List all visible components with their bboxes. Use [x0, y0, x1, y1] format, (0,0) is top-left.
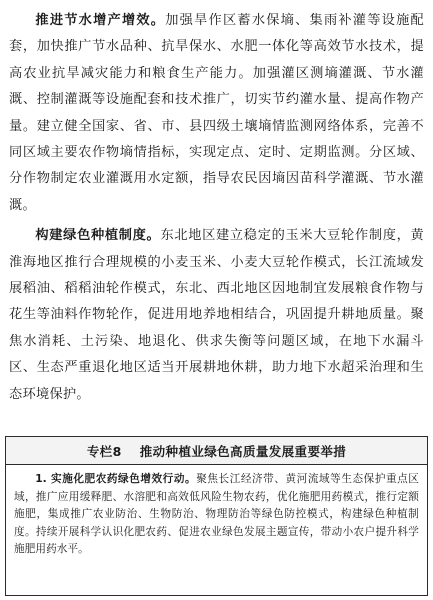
- feature-box-item: [14, 471, 419, 559]
- paragraph-text: 加强旱作区蓄水保墒、集雨补灌等设施配套，加快推广节水品种、抗旱保水、水肥一体化等高效节水技术，提高农业抗旱减灾能力和粮食生产能力。加强灌区测墒灌溉、节水灌溉、控制灌溉等设施配套和技术推广，切实节约灌水量、提高作物产量。建立健全国家、省、市、县四级土壤墒情监测网络体系，完善不同区域主要农作物墒情指标，实现定点、定时、定期监测。分区域、分作物制定农业灌溉用水定额，指导农民因墒因苗科学灌溉、节水灌溉。: [9, 13, 425, 213]
- paragraph-lead: 构建绿色种植制度。: [35, 228, 161, 244]
- item-text: 聚焦长江经济带、黄河流域等生态保护重点区域，推广应用缓释肥、水溶肥和高效低风险生物农药，优化施肥用药模式，推行定额施肥，集成推广农业防治、生物防治、物理防治等绿色防控模式，构建绿色种植制度。持续开展科学认识化肥农药、促进农业绿色发展主题宣传，带动小农户提升科学施肥用药水平。: [14, 473, 420, 556]
- paragraph-planting-system: [9, 223, 424, 408]
- item-lead: 1. 实施化肥农药绿色增效行动。: [35, 473, 197, 485]
- feature-box-body: [6, 465, 427, 559]
- feature-box: [5, 436, 428, 596]
- feature-box-title: 推动种植业绿色高质量发展重要举措: [139, 443, 347, 459]
- paragraph-text: 东北地区建立稳定的玉米大豆轮作制度，黄淮海地区推行合理规模的小麦玉米、小麦大豆轮作模式，长江流域发展稻油、稻稻油轮作模式，东北、西北地区因地制宜发展粮食作物与花生等油料作物轮作，促进用地养地相结合，巩固提升耕地质量。聚焦水消耗、土污染、地退化、供求失衡等问题区域，在地下水漏斗区、生态严重退化地区适当开展耕地休耕，助力地下水超采治理和生态环境保护。: [9, 228, 425, 402]
- paragraph-water-saving: [9, 8, 424, 219]
- paragraph-lead: 推进节水增产增效。: [35, 13, 166, 28]
- feature-box-header: [6, 437, 427, 465]
- feature-box-label: 专栏8: [86, 443, 122, 459]
